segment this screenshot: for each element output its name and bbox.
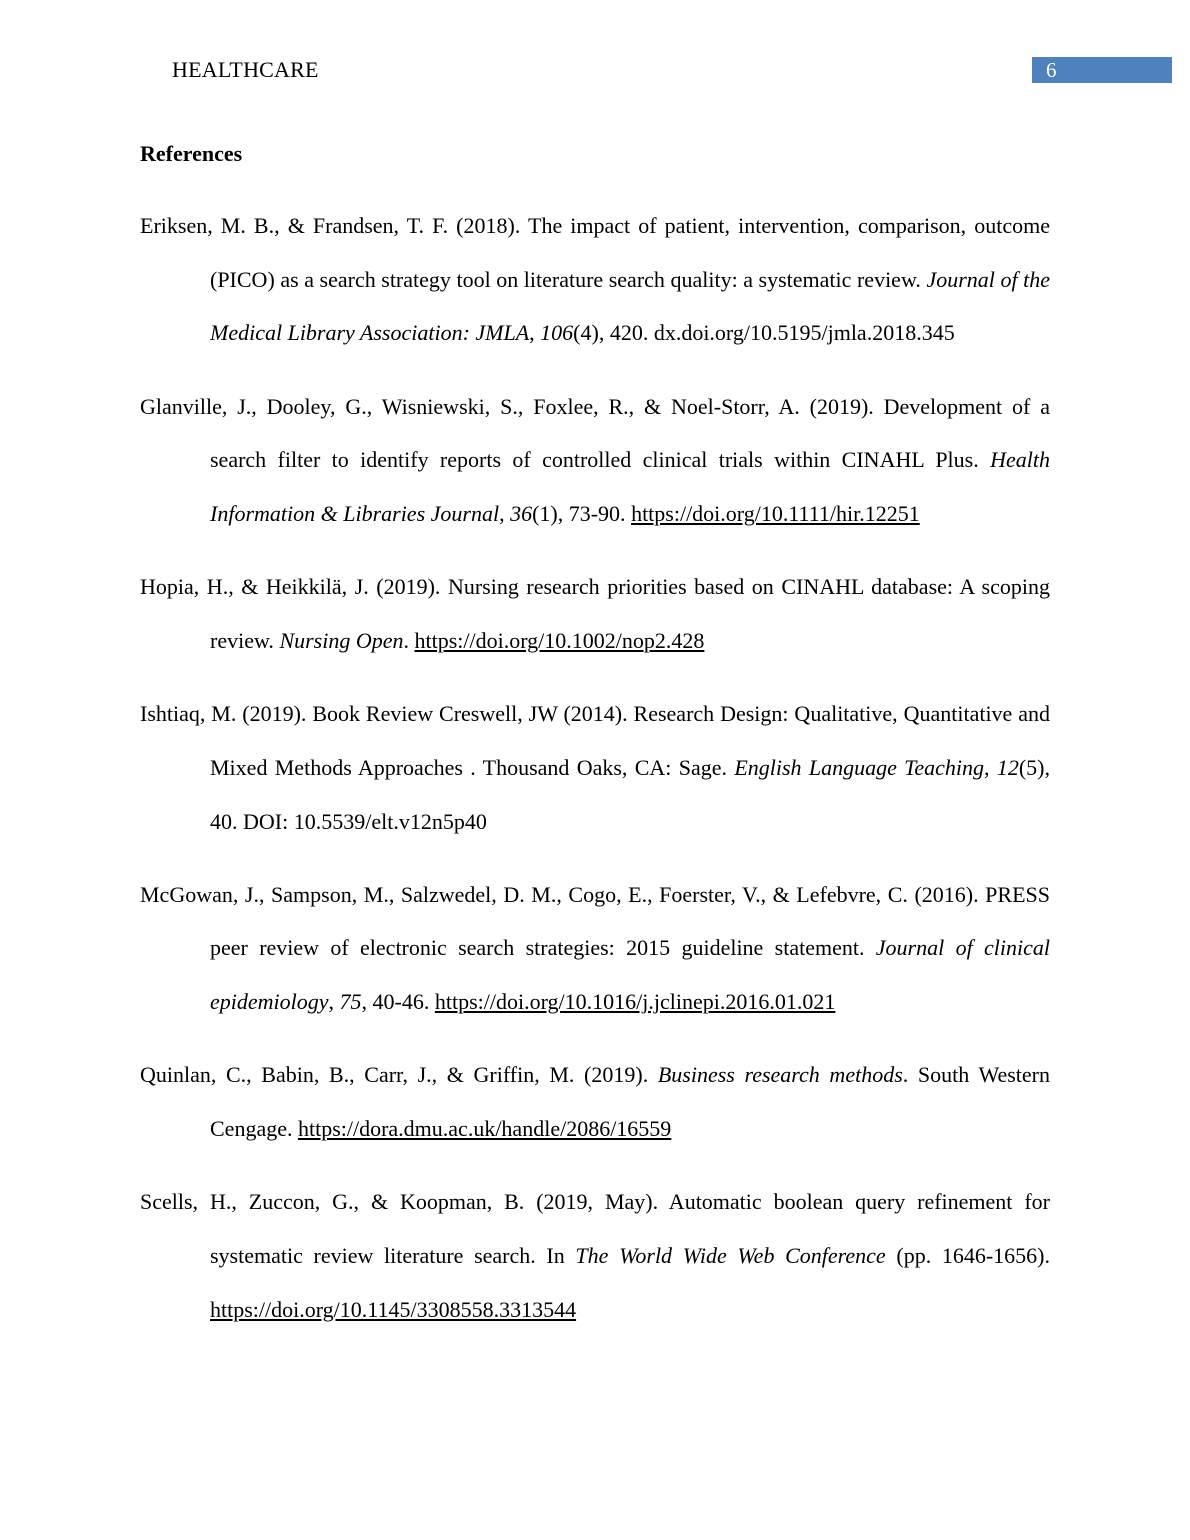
separator: , bbox=[984, 754, 997, 780]
reference-tail: , 40-46. bbox=[361, 989, 435, 1015]
reference-list bbox=[140, 199, 1050, 1356]
conference-title: The World Wide Web Conference bbox=[575, 1242, 886, 1268]
volume: 106 bbox=[540, 320, 574, 346]
reference-tail: (5), 40. DOI: 10.5539/elt.v12n5p40 bbox=[210, 754, 1050, 834]
reference-tail: . bbox=[403, 627, 415, 653]
separator: , bbox=[499, 501, 511, 527]
journal-title: Health Information & Libraries Journal bbox=[210, 447, 1050, 527]
doi-link[interactable]: https://doi.org/10.1111/hir.12251 bbox=[631, 501, 920, 527]
doi-link[interactable]: https://doi.org/10.1002/nop2.428 bbox=[414, 627, 705, 653]
reference-text: Ishtiaq, M. (2019). Book Review Creswell, JW (2014). Research Design: Qualitative, Quantitative and Mixed Methods Approaches . Thousand Oaks, CA: Sage. bbox=[140, 701, 1050, 780]
reference-entry bbox=[140, 380, 1050, 541]
handle-link[interactable]: https://dora.dmu.ac.uk/handle/2086/16559 bbox=[297, 1116, 672, 1142]
doi-link[interactable]: https://doi.org/10.1016/j.jclinepi.2016.01.021 bbox=[434, 989, 836, 1015]
volume: 36 bbox=[510, 501, 533, 527]
references-heading: References bbox=[140, 141, 243, 166]
journal-title: Journal of the Medical Library Association: JMLA bbox=[210, 266, 1051, 346]
reference-entry bbox=[140, 560, 1050, 667]
book-title: Business research methods bbox=[657, 1062, 903, 1088]
reference-entry bbox=[140, 868, 1050, 1029]
separator: , bbox=[328, 989, 340, 1015]
reference-text: Quinlan, C., Babin, B., Carr, J., & Griffin, M. (2019). bbox=[140, 1062, 658, 1088]
reference-entry bbox=[140, 199, 1050, 360]
reference-tail: . South Western Cengage. bbox=[210, 1062, 1051, 1142]
reference-text: Scells, H., Zuccon, G., & Koopman, B. (2019, May). Automatic boolean query refinement for systematic review literature search. In bbox=[140, 1189, 1050, 1268]
reference-tail: (4), 420. dx.doi.org/10.5195/jmla.2018.345 bbox=[573, 320, 955, 346]
journal-title: English Language Teaching bbox=[734, 754, 985, 780]
volume: 75 bbox=[339, 989, 362, 1015]
reference-tail: (1), 73-90. bbox=[532, 501, 632, 527]
reference-text: Eriksen, M. B., & Frandsen, T. F. (2018). The impact of patient, intervention, comparison, outcome (PICO) as a search strategy tool on literature search quality: a systematic review. bbox=[140, 213, 1050, 292]
reference-entry bbox=[140, 1175, 1050, 1336]
page-number: 6 bbox=[1032, 57, 1172, 83]
reference-text: Hopia, H., & Heikkilä, J. (2019). Nursing research priorities based on CINAHL database: A scoping review. bbox=[140, 574, 1050, 653]
journal-title: Journal of clinical epidemiology bbox=[210, 935, 1050, 1015]
reference-entry bbox=[140, 1048, 1050, 1155]
separator: , bbox=[529, 320, 541, 346]
reference-entry bbox=[140, 687, 1050, 848]
doi-link[interactable]: https://doi.org/10.1145/3308558.3313544 bbox=[210, 1296, 577, 1322]
reference-text: Glanville, J., Dooley, G., Wisniewski, S., Foxlee, R., & Noel-Storr, A. (2019). Development of a search filter to identify reports of controlled clinical trials within CINAHL Plus. bbox=[140, 393, 1050, 473]
reference-tail: (pp. 1646-1656). bbox=[885, 1242, 1050, 1268]
journal-title: Nursing Open bbox=[279, 627, 404, 653]
volume: 12 bbox=[996, 754, 1019, 780]
reference-text: McGowan, J., Sampson, M., Salzwedel, D. M., Cogo, E., Foerster, V., & Lefebvre, C. (2016). PRESS peer review of electronic search strategies: 2015 guideline statement. bbox=[140, 881, 1050, 961]
running-head: HEALTHCARE bbox=[172, 57, 319, 82]
